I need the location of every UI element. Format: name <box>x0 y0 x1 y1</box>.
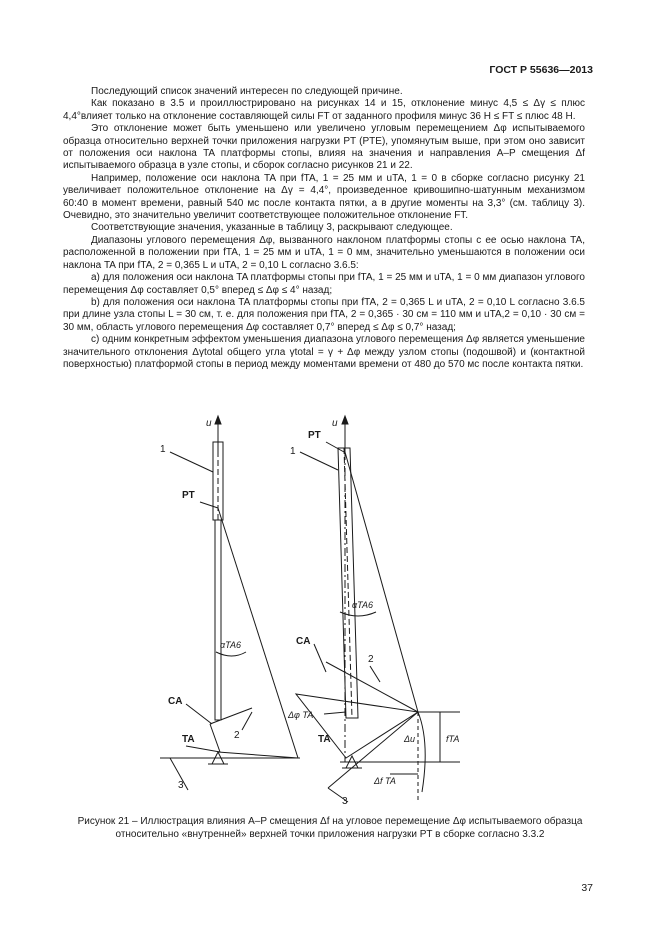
alpha-label-left: αTA6 <box>220 640 241 650</box>
delta-phi-label: Δφ TA <box>288 710 314 720</box>
figure-caption: Рисунок 21 – Иллюстрация влияния A–P смещения Δf на угловое перемещение Δφ испытываемого образца относительно «внутренней» верхней точки приложения нагрузки PT в сборке согласно 3.3.2 <box>77 816 583 840</box>
label-2-left: 2 <box>234 730 240 741</box>
paragraph: Соответствующие значения, указанные в таблицу 3, раскрывают следующее. <box>91 222 453 234</box>
label-ca-right: CA <box>296 636 311 647</box>
paragraph: Последующий список значений интересен по следующей причине. <box>91 86 403 97</box>
body-text <box>63 86 585 371</box>
load-line-left <box>218 508 298 758</box>
paragraph: Это отклонение может быть уменьшено или увеличено угловым перемещением Δφ испытываемого образца относительно верхней точки приложения нагрузки PT (PTE), упомянутым выше, при этом оно зависит от положения оси наклона TA платформы стопы, влияя на значения и направления A–P смещения Δf испытываемого образца в узле стопы, и сборок согласно рисунков 21 и 22. <box>63 123 585 172</box>
u-label-right: u <box>332 418 338 429</box>
figure-drawing <box>160 412 600 812</box>
label-ta-right: TA <box>318 734 331 745</box>
paragraph: Как показано в 3.5 и проиллюстрировано на рисунках 14 и 15, отклонение минус 4,5 ≤ Δγ ≤ плюс 4,4°влияет только на отклонение составляющей силы FT от заданного профиля минус 36 Н ≤ FT ≤ плюс 48 Н. <box>63 98 585 122</box>
delta-f-label: Δf TA <box>374 776 396 786</box>
document-header: ГОСТ Р 55636—2013 <box>489 64 593 76</box>
label-1-right: 1 <box>290 446 296 457</box>
arrow-up-icon <box>215 416 221 424</box>
figure-21 <box>160 412 600 812</box>
delta-u-label: Δu <box>404 734 416 744</box>
paragraph: Например, положение оси наклона TA при fTA, 1 = 25 мм и uTA, 1 = 0 в сборке согласно рисунку 21 увеличивает положительное отклонение на Δγ = 4,4°, произведенное кривошипно-шатунным механизмом 60:40 в момент времени, равный 540 мс после контакта пятки, а в другие моменты на 3,3° (см. таблицу 3). Очевидно, это значительно увеличит соответствующее положительное отклонение FT. <box>63 172 585 222</box>
label-1-left: 1 <box>160 444 166 455</box>
list-item-b: b) для положения оси наклона TA платформы стопы при fTA, 2 = 0,365 L и uTA, 2 = 0,10 L согласно 3.6.5 при длине узла стопы L = 30 см, т. е. для положения при fTA, 2 = 0,365 · 30 см = 110 мм и uTA,2 = 0,10 · 30 см = 30 мм, область углового перемещения Δφ составляет 0,7° вперед ≤ Δφ ≤ 0,7° назад; <box>63 296 585 333</box>
pylon-shaft-left <box>215 520 221 720</box>
label-pt-right: PT <box>308 430 321 441</box>
f-ta-label: fTA <box>446 734 460 744</box>
label-ta-left: TA <box>182 734 195 745</box>
page-number: 37 <box>581 882 593 894</box>
label-ca-left: CA <box>168 696 183 707</box>
foot-right <box>296 694 418 758</box>
label-3-left: 3 <box>178 780 184 791</box>
label-pt-left: PT <box>182 490 195 501</box>
leader-1-left <box>170 452 213 472</box>
paragraph: Диапазоны углового перемещения Δφ, вызванного наклоном платформы стопы с ее осью наклона TA, расположенной в положении при fTA, 1 = 25 мм и uTA, 1 = 0 мм, значительно уменьшаются в положении оси наклона TA при fTA, 2 = 0,365 L и uTA, 2 = 0,10 L согласно 3.6.5: <box>63 234 585 271</box>
platform-left <box>218 752 298 758</box>
arrow-up-icon <box>342 416 348 424</box>
label-3-right: 3 <box>342 796 348 807</box>
list-item-c: c) одним конкретным эффектом уменьшения диапазона углового перемещения Δφ является уменьшение значительного отклонения Δγtotal общего угла γtotal = γ + Δφ между узлом стопы (подошвой) и (контактной поверхностью) платформой стопы в период между моментами времени от 480 до 570 мс после контакта пятки. <box>63 334 585 370</box>
alpha-label-right: αTA6 <box>352 600 373 610</box>
list-item-a: а) для положения оси наклона TA платформы стопы при fTA, 1 = 25 мм и uTA, 1 = 0 мм диапазон углового перемещения Δφ составляет 0,5° вперед ≤ Δφ ≤ 4° назад; <box>63 272 585 296</box>
u-label-left: u <box>206 418 212 429</box>
load-line-right <box>345 452 418 712</box>
foot-left <box>210 708 252 724</box>
label-2-right: 2 <box>368 654 374 665</box>
